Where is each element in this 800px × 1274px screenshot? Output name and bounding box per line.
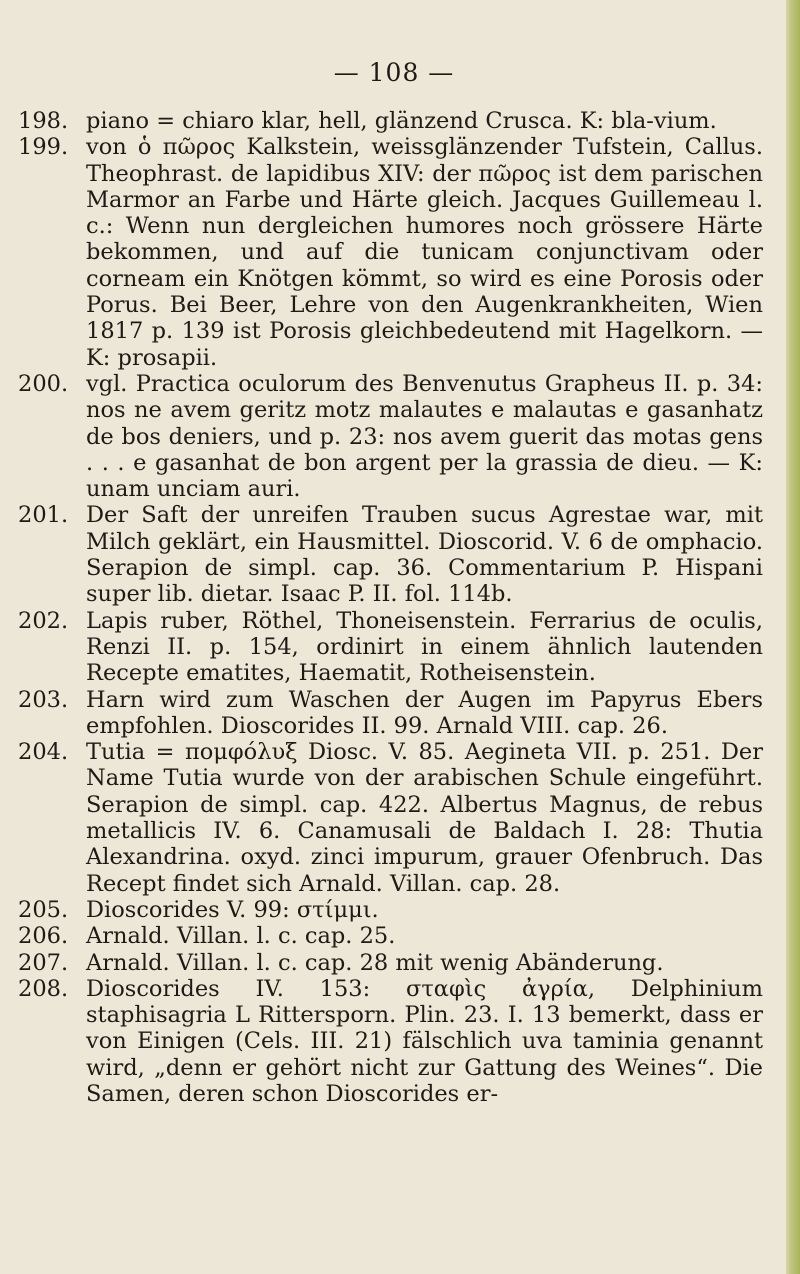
page-number: — 108 — — [333, 58, 455, 87]
note-text: Tutia = πομφόλυξ Diosc. V. 85. Aegineta VII. p. 251. Der Name Tutia wurde von der arabischen Schule eingeführt. Serapion de simpl. cap. 422. Albertus Magnus, de rebus metallicis IV. 6. Canamusali de Baldach I. 28: Thutia Alexandrina. oxyd. zinci impurum, grauer Ofenbruch. Das Recept findet sich Arnald. Villan. cap. 28. — [86, 739, 763, 897]
note-number: 201. — [18, 502, 69, 529]
note-number: 198. — [18, 108, 69, 134]
footnote-202 — [18, 608, 763, 687]
note-number: 203. — [18, 686, 69, 713]
footnote-199 — [18, 134, 763, 371]
note-number: 202. — [18, 607, 69, 634]
footnote-198 — [18, 108, 763, 134]
note-text: piano = chiaro klar, hell, glänzend Crusca. K: bla-vium. — [86, 108, 717, 134]
note-number: 206. — [18, 923, 69, 950]
note-number: 204. — [18, 739, 69, 766]
footnote-204 — [18, 739, 763, 897]
footnote-207 — [18, 950, 763, 976]
note-text: von ὁ πῶρος Kalkstein, weissglänzender Tufstein, Callus. Theophrast. de lapidibus XIV: der πῶρος ist dem parischen Marmor an Farbe und Härte gleich. Jacques Guillemeau l. c.: Wenn nun dergleichen humores noch grössere Härte bekommen, und auf die tunicam conjunctivam oder corneam ein Knötgen kömmt, so wird es eine Porosis oder Porus. Bei Beer, Lehre von den Augenkrankheiten, Wien 1817 p. 139 ist Porosis gleichbedeutend mit Hagelkorn. — K: prosapii. — [86, 134, 763, 371]
footnote-206 — [18, 923, 763, 949]
note-number: 200. — [18, 370, 69, 397]
note-number: 208. — [18, 975, 69, 1002]
footnote-201 — [18, 502, 763, 607]
note-text: Arnald. Villan. l. c. cap. 28 mit wenig Abänderung. — [86, 949, 664, 976]
note-text: vgl. Practica oculorum des Benvenutus Grapheus II. p. 34: nos ne avem geritz motz malautes e malautas e gasanhatz de bos deniers, und p. 23: nos avem guerit das motas gens . . . e gasanhat de bon argent per la grassia de dieu. — K: unam unciam auri. — [86, 370, 763, 503]
note-text: Lapis ruber, Röthel, Thoneisenstein. Ferrarius de oculis, Renzi II. p. 154, ordinirt in einem ähnlich lautenden Recepte ematites, Haematit, Rotheisenstein. — [86, 607, 763, 687]
footnote-205 — [18, 897, 763, 923]
page-edge — [786, 0, 800, 1274]
footnote-208 — [18, 976, 763, 1107]
note-number: 207. — [18, 949, 69, 976]
footnotes-list — [18, 108, 763, 1107]
note-text: Arnald. Villan. l. c. cap. 25. — [86, 923, 396, 950]
note-text: Der Saft der unreifen Trauben sucus Agrestae war, mit Milch geklärt, ein Hausmittel. Dioscorid. V. 6 de omphacio. Serapion de simpl. cap. 36. Commentarium P. Hispani super lib. dietar. Isaac P. II. fol. 114b. — [86, 502, 763, 608]
note-number: 199. — [18, 134, 69, 161]
footnote-200 — [18, 371, 763, 502]
footnote-203 — [18, 687, 763, 740]
note-number: 205. — [18, 896, 69, 923]
note-text: Dioscorides IV. 153: σταφὶς ἀγρία, Delphinium staphisagria L Rittersporn. Plin. 23. I. 13 bemerkt, dass er von Einigen (Cels. III. 21) fälschlich uva taminia genannt wird, „denn er gehört nicht zur Gattung des Weines“. Die Samen, deren schon Dioscorides er- — [86, 975, 763, 1107]
note-text: Dioscorides V. 99: στίμμι. — [86, 896, 379, 923]
note-text: Harn wird zum Waschen der Augen im Papyrus Ebers empfohlen. Dioscorides II. 99. Arnald VIII. cap. 26. — [86, 686, 763, 739]
